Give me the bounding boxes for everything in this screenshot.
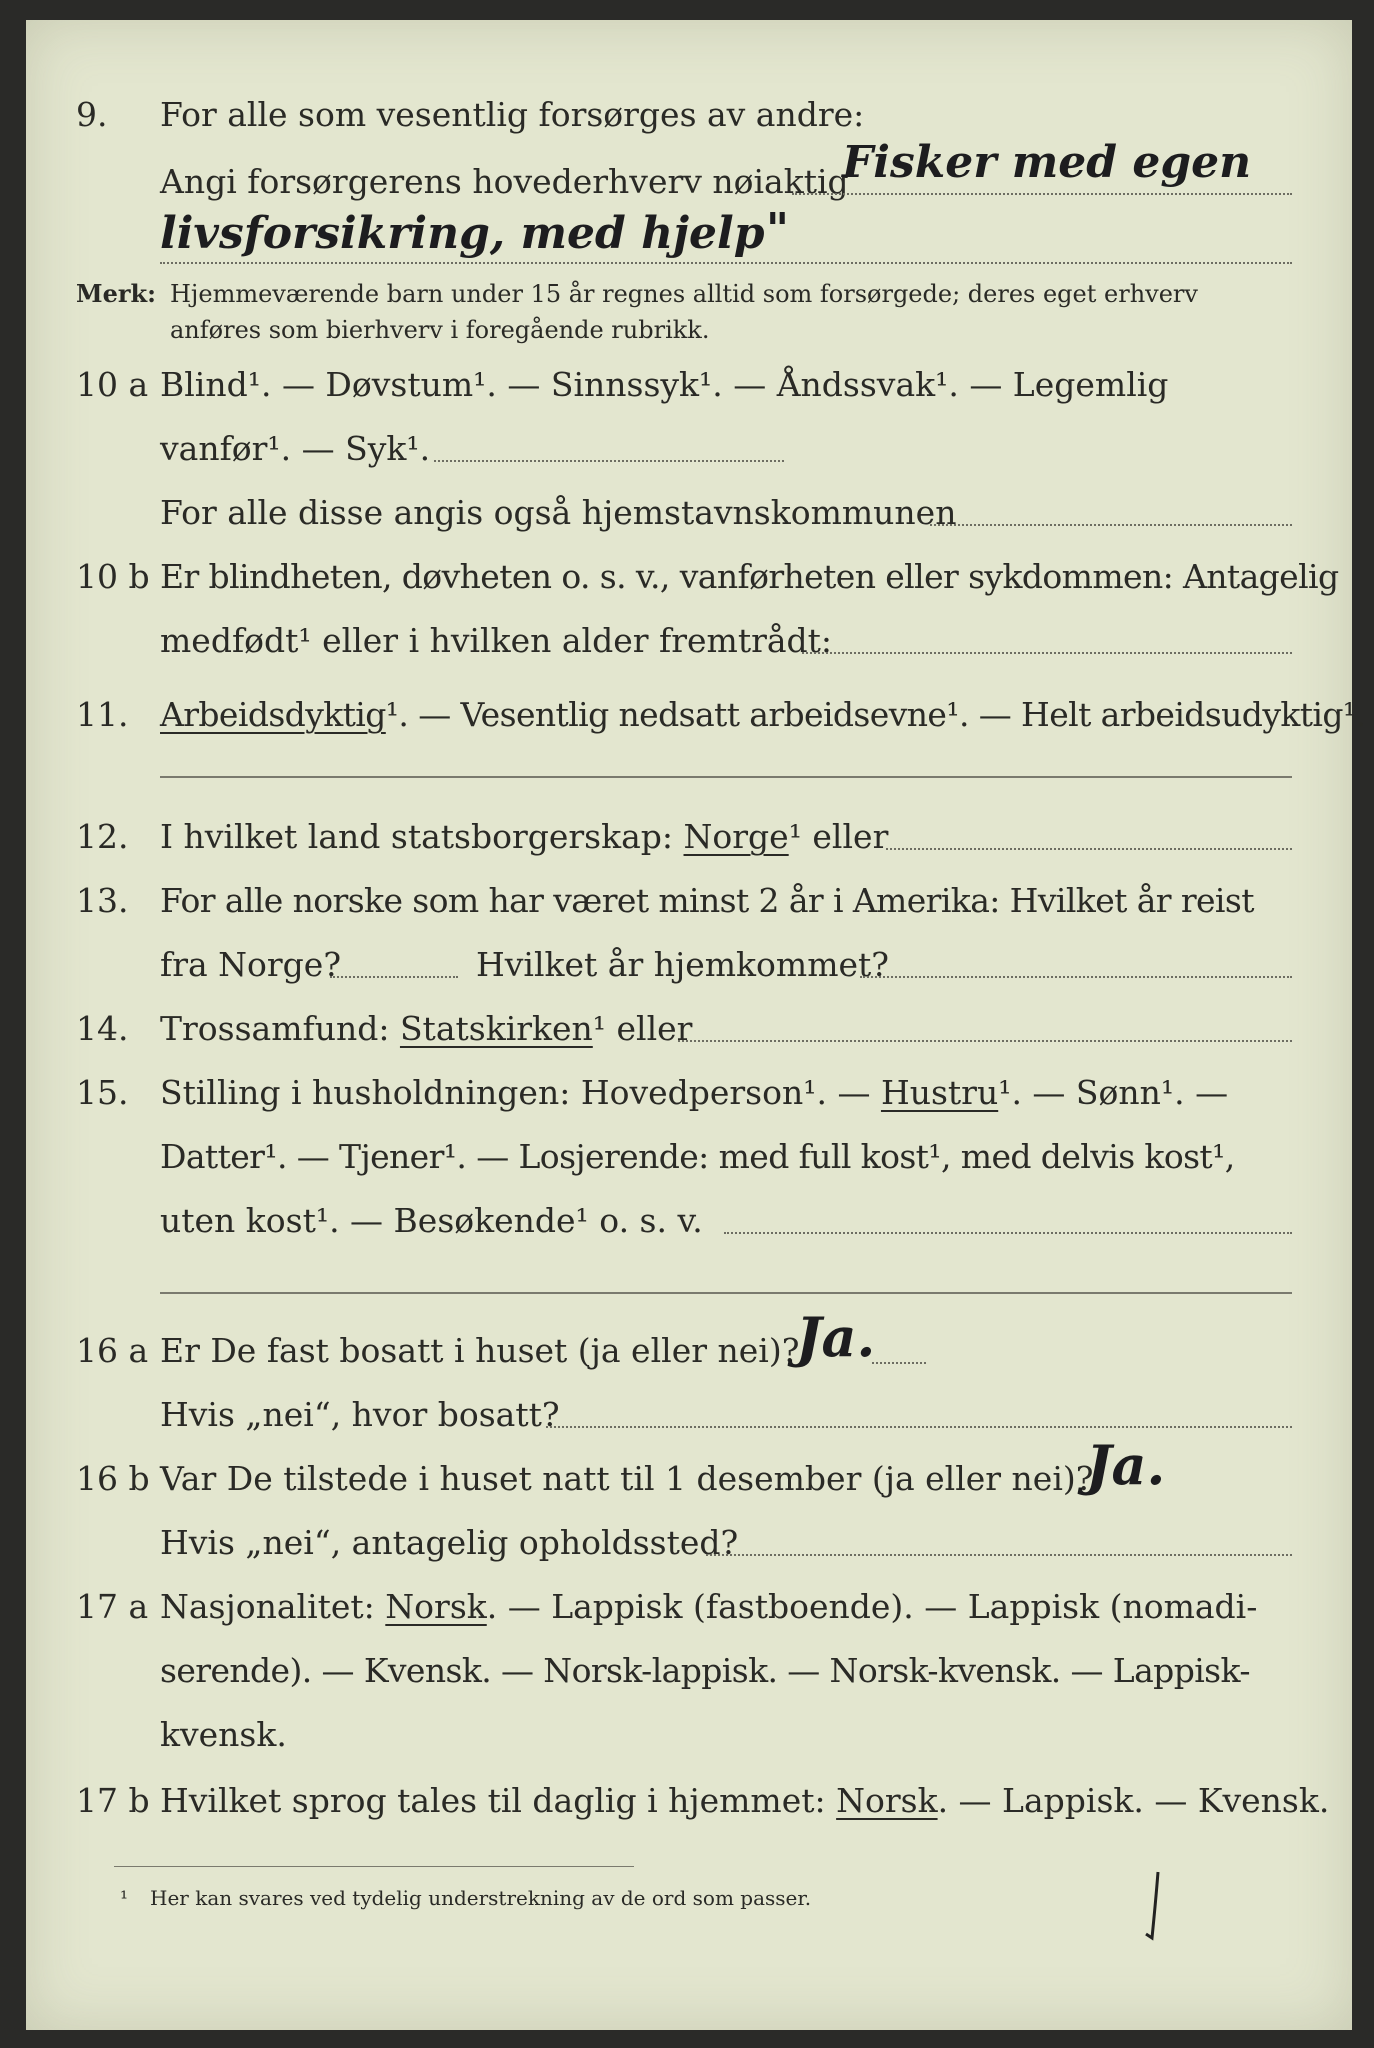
answer-line <box>860 976 1292 978</box>
question-number: 16 b <box>76 1459 150 1498</box>
question-text <box>160 817 889 856</box>
separator-line <box>160 776 1292 778</box>
question-text <box>160 1587 1258 1626</box>
option-text: . — Lappisk. — Kvensk. <box>937 1781 1330 1820</box>
question-text: uten kost¹. — Besøkende¹ o. s. v. <box>160 1201 703 1240</box>
selected-option: Statskirken <box>399 1009 593 1048</box>
option-text: ¹ eller <box>592 1009 693 1048</box>
question-prompt: Hvilket sprog tales til daglig i hjemmet: <box>160 1781 826 1820</box>
footnote-rule <box>114 1866 634 1867</box>
question-text: Datter¹. — Tjener¹. — Losjerende: med full kost¹, med delvis kost¹, <box>160 1137 1235 1176</box>
note-label: Merk: <box>76 279 156 308</box>
question-number: 13. <box>76 881 129 920</box>
question-number: 10 b <box>76 557 150 596</box>
question-text <box>160 1073 1229 1112</box>
handwritten-tick-mark <box>1136 1868 1176 1948</box>
question-text: fra Norge? <box>160 945 342 984</box>
option-text: ¹ eller <box>788 817 889 856</box>
question-text: Angi forsørgerens hovederhverv nøiaktig <box>160 162 849 201</box>
handwritten-answer: Ja. <box>796 1305 876 1369</box>
answer-line <box>546 1426 1292 1428</box>
question-prompt: Nasjonalitet: <box>160 1587 375 1626</box>
handwritten-answer: Ja. <box>1086 1433 1166 1497</box>
question-number: 15. <box>76 1073 129 1112</box>
question-text: medfødt¹ eller i hvilken alder fremtrådt: <box>160 621 833 660</box>
answer-line <box>160 262 1292 264</box>
answer-line <box>802 652 1292 654</box>
answer-line <box>678 1040 1292 1042</box>
question-text: Er De fast bosatt i huset (ja eller nei)? <box>160 1331 800 1370</box>
question-prompt: Trossamfund: <box>160 1009 390 1048</box>
question-text <box>160 1781 1330 1820</box>
question-text <box>160 1009 693 1048</box>
question-text: Hvilket år hjemkommet? <box>476 945 889 984</box>
note-text: Hjemmeværende barn under 15 år regnes alltid som forsørgede; deres eget erhverv <box>170 280 1198 308</box>
question-number: 9. <box>76 95 108 134</box>
selected-option: Norsk <box>385 1587 487 1626</box>
question-text: For alle disse angis også hjemstavnskommunen <box>160 493 957 532</box>
question-prompt: Stilling i husholdningen: Hovedperson¹. — <box>160 1073 871 1112</box>
question-number: 11. <box>76 695 129 734</box>
question-number: 12. <box>76 817 129 856</box>
note-text: anføres som bierhverv i foregående rubrikk. <box>170 316 710 344</box>
question-text: Var De tilstede i huset natt til 1 desember (ja eller nei)? <box>160 1459 1094 1498</box>
question-number: 10 a <box>76 365 149 404</box>
question-text: Blind¹. — Døvstum¹. — Sinnssyk¹. — Åndssvak¹. — Legemlig <box>160 365 1169 404</box>
question-text: Hvis „nei“, antagelig opholdssted? <box>160 1523 739 1562</box>
option-text: ¹. — Vesentlig nedsatt arbeidsevne¹. — Helt arbeidsudyktig¹. <box>385 695 1366 734</box>
selected-option: Arbeidsdyktig <box>160 695 386 734</box>
handwritten-answer: livsforsikring, med hjelp <box>160 208 765 259</box>
answer-line <box>724 1232 1292 1234</box>
selected-option: Norsk <box>836 1781 938 1820</box>
question-number: 17 b <box>76 1781 150 1820</box>
option-text: . — Lappisk (fastboende). — Lappisk (nomadi- <box>486 1587 1258 1626</box>
handwritten-ditto: " <box>766 204 789 255</box>
question-text: For alle norske som har været minst 2 år i Amerika: Hvilket år reist <box>160 881 1254 920</box>
option-text: ¹. — Sønn¹. — <box>998 1073 1229 1112</box>
selected-option: Hustru <box>880 1073 999 1112</box>
question-number: 14. <box>76 1009 129 1048</box>
answer-line <box>872 1362 926 1364</box>
question-number: 17 a <box>76 1587 149 1626</box>
question-number: 16 a <box>76 1331 149 1370</box>
census-form-page <box>26 20 1366 2030</box>
question-text: Er blindheten, døvheten o. s. v., vanførheten eller sykdommen: Antagelig <box>160 557 1339 596</box>
answer-line <box>330 976 458 978</box>
question-text: vanfør¹. — Syk¹. <box>160 429 431 468</box>
question-prompt: I hvilket land statsborgerskap: <box>160 817 674 856</box>
question-text: For alle som vesentlig forsørges av andre: <box>160 95 865 134</box>
separator-line <box>160 1292 1292 1294</box>
question-text: Hvis „nei“, hvor bosatt? <box>160 1395 560 1434</box>
handwritten-answer: Fisker med egen <box>842 137 1252 188</box>
answer-line <box>886 848 1292 850</box>
question-text <box>160 695 1366 734</box>
question-text: kvensk. <box>160 1715 287 1754</box>
answer-line <box>434 460 784 462</box>
answer-line <box>930 524 1292 526</box>
answer-line <box>706 1554 1292 1556</box>
footnote-text: Her kan svares ved tydelig understrekning av de ord som passer. <box>150 1886 812 1910</box>
question-text: serende). — Kvensk. — Norsk-lappisk. — Norsk-kvensk. — Lappisk- <box>160 1651 1250 1690</box>
footnote-mark: ¹ <box>120 1886 129 1910</box>
answer-line <box>792 193 1292 195</box>
selected-option: Norge <box>683 817 789 856</box>
